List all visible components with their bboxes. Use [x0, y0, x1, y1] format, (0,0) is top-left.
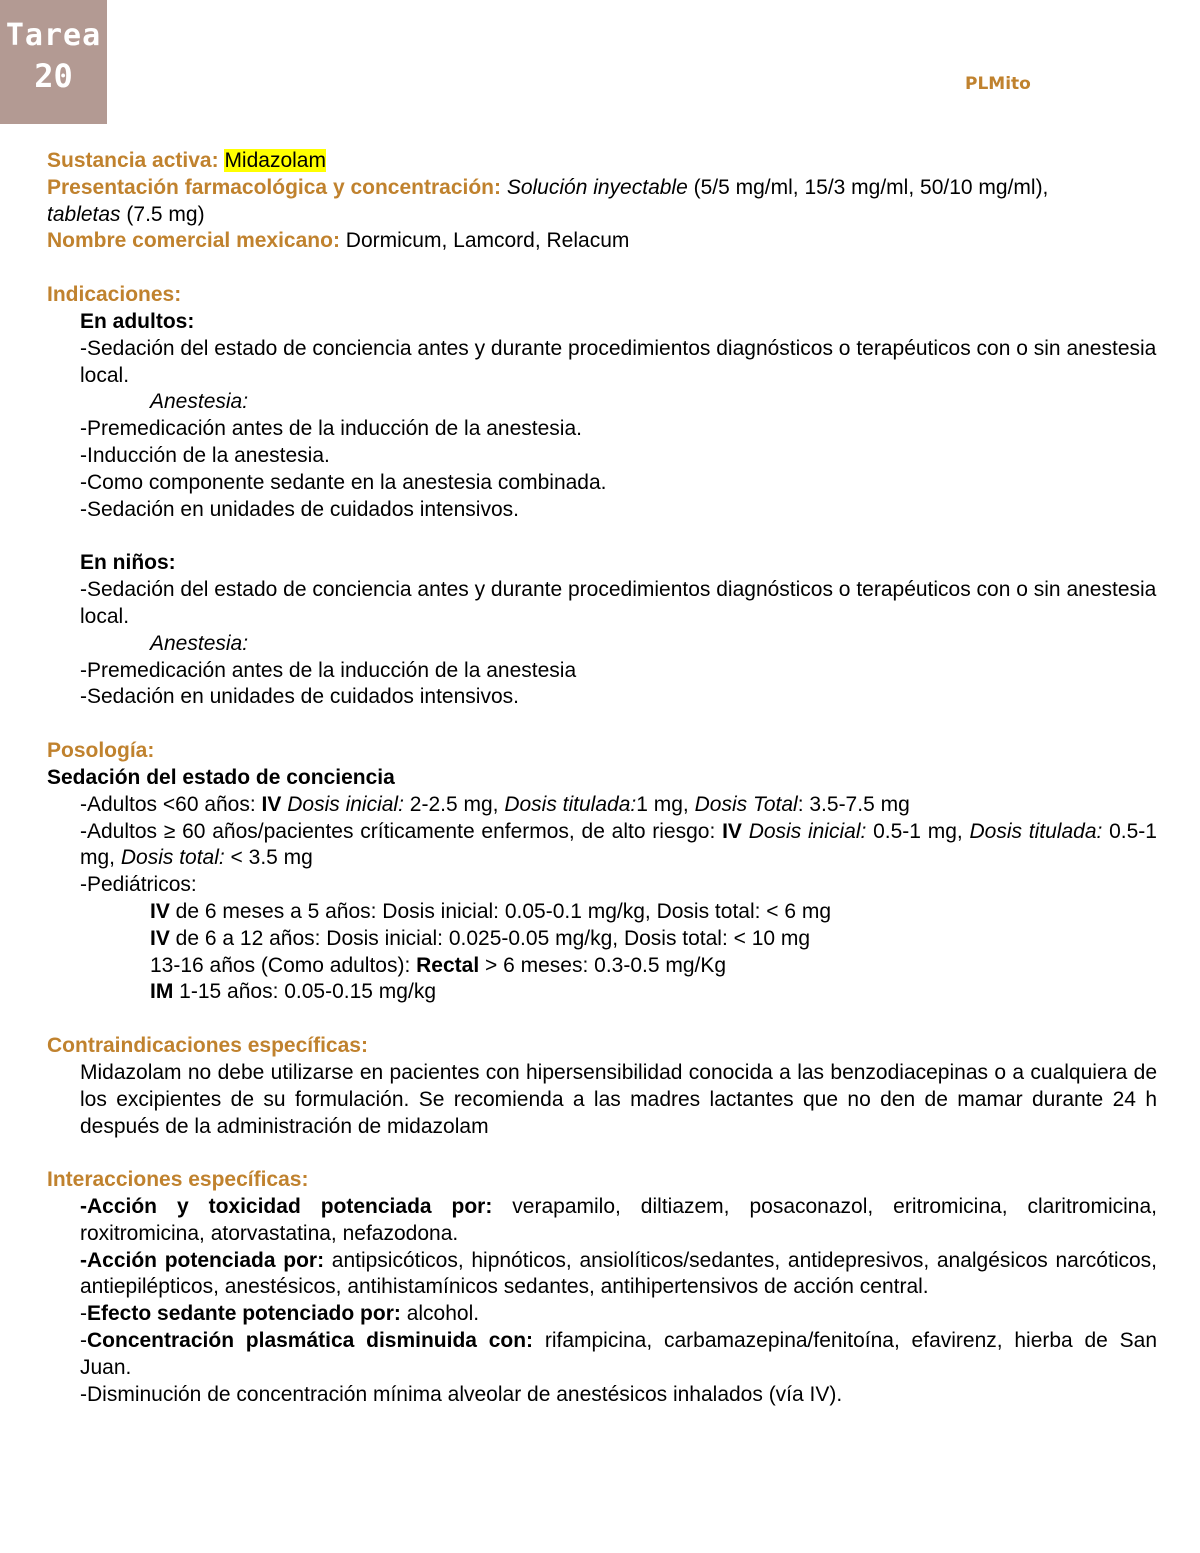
nombre-value: Dormicum, Lamcord, Relacum [345, 229, 630, 253]
sustancia-line [47, 148, 1157, 175]
posologia-ped-item: IM 1-15 años: 0.05-0.15 mg/kg [150, 980, 436, 1004]
interaccion-item: -Concentración plasmática disminuida con: rifampicina, carbamazepina/fenitoína, efavirenz, hierba de San Juan. [80, 1329, 1157, 1379]
posologia-ped-item: IV de 6 meses a 5 años: Dosis inicial: 0.05-0.1 mg/kg, Dosis total: < 6 mg [150, 899, 832, 923]
indicaciones-heading: Indicaciones: [47, 283, 182, 307]
posologia-ped-item: IV de 6 a 12 años: Dosis inicial: 0.025-0.05 mg/kg, Dosis total: < 10 mg [150, 926, 811, 950]
adultos-item: -Premedicación antes de la inducción de la anestesia. [80, 417, 582, 441]
ninos-anestesia-label: Anestesia: [150, 631, 249, 655]
adultos-anestesia-label: Anestesia: [150, 390, 249, 414]
adultos-item: -Sedación en unidades de cuidados intensivos. [80, 497, 519, 521]
presentacion-form-2: tabletas [47, 202, 121, 226]
tarea-label: Tarea [5, 18, 102, 53]
posologia-adultos-mayor60: -Adultos ≥ 60 años/pacientes críticamente enfermos, de alto riesgo: IV Dosis inicial: 0.5-1 mg, Dosis titulada: 0.5-1 mg, Dosis total: < 3.5 mg [80, 819, 1157, 870]
ninos-sedacion: -Sedación del estado de conciencia antes y durante procedimientos diagnósticos o terapéuticos con o sin anestesia local. [80, 578, 1157, 628]
posologia-ped-item: 13-16 años (Como adultos): Rectal > 6 meses: 0.3-0.5 mg/Kg [150, 953, 727, 977]
interaccion-item: -Acción potenciada por: antipsicóticos, hipnóticos, ansiolíticos/sedantes, antidepresivos, analgésicos narcóticos, antiepilépticos, anestésicos, antihistamínicos sedantes, antihipertensivos de acción central. [80, 1248, 1158, 1299]
nombre-label: Nombre comercial mexicano: [47, 229, 340, 253]
contraindicaciones-text: Midazolam no debe utilizarse en pacientes con hipersensibilidad conocida a las benzodiacepinas o a cualquiera de los excipientes de su formulación. Se recomienda a las madres lactantes que no den de mamar durante 24 h después de la administración de midazolam [80, 1060, 1157, 1138]
sustancia-label: Sustancia activa: [47, 149, 219, 172]
document-body [47, 148, 1157, 1408]
adultos-item: -Inducción de la anestesia. [80, 443, 330, 467]
interaccion-item: -Disminución de concentración mínima alveolar de anestésicos inhalados (vía IV). [80, 1382, 843, 1406]
presentacion-form-1: Solución inyectable [506, 175, 688, 199]
nombre-line [47, 228, 1157, 255]
adultos-item: -Como componente sedante en la anestesia combinada. [80, 470, 607, 494]
tarea-number: 20 [34, 57, 73, 95]
ninos-item: -Premedicación antes de la inducción de la anestesia [80, 658, 577, 682]
adultos-heading: En adultos: [80, 309, 195, 333]
tarea-badge [0, 0, 107, 124]
ninos-item: -Sedación en unidades de cuidados intensivos. [80, 685, 519, 709]
presentacion-conc-2: (7.5 mg) [120, 202, 205, 226]
presentacion-label: Presentación farmacológica y concentración: [47, 175, 501, 199]
adultos-sedacion: -Sedación del estado de conciencia antes y durante procedimientos diagnósticos o terapéuticos con o sin anestesia local. [80, 336, 1157, 387]
presentacion-line [47, 175, 1157, 229]
interaccion-item: -Acción y toxicidad potenciada por: verapamilo, diltiazem, posaconazol, eritromicina, claritromicina, roxitromicina, atorvastatina, nefazodona. [80, 1195, 1158, 1245]
posologia-pediatricos: -Pediátricos: [80, 873, 197, 897]
contraindicaciones-heading: Contraindicaciones específicas: [47, 1034, 368, 1058]
posologia-subtitle: Sedación del estado de conciencia [47, 765, 395, 789]
posologia-adultos-menor60: -Adultos <60 años: IV Dosis inicial: 2-2.5 mg, Dosis titulada:1 mg, Dosis Total: 3.5-7.5 mg [80, 792, 910, 816]
interaccion-item: -Efecto sedante potenciado por: alcohol. [80, 1302, 480, 1326]
author-name: PLMito [965, 74, 1031, 94]
presentacion-conc-1: (5/5 mg/ml, 15/3 mg/ml, 50/10 mg/ml), [687, 175, 1049, 199]
sustancia-value: Midazolam [224, 149, 326, 172]
ninos-heading: En niños: [80, 551, 176, 575]
interacciones-heading: Interacciones específicas: [47, 1168, 309, 1192]
posologia-heading: Posología: [47, 739, 155, 763]
